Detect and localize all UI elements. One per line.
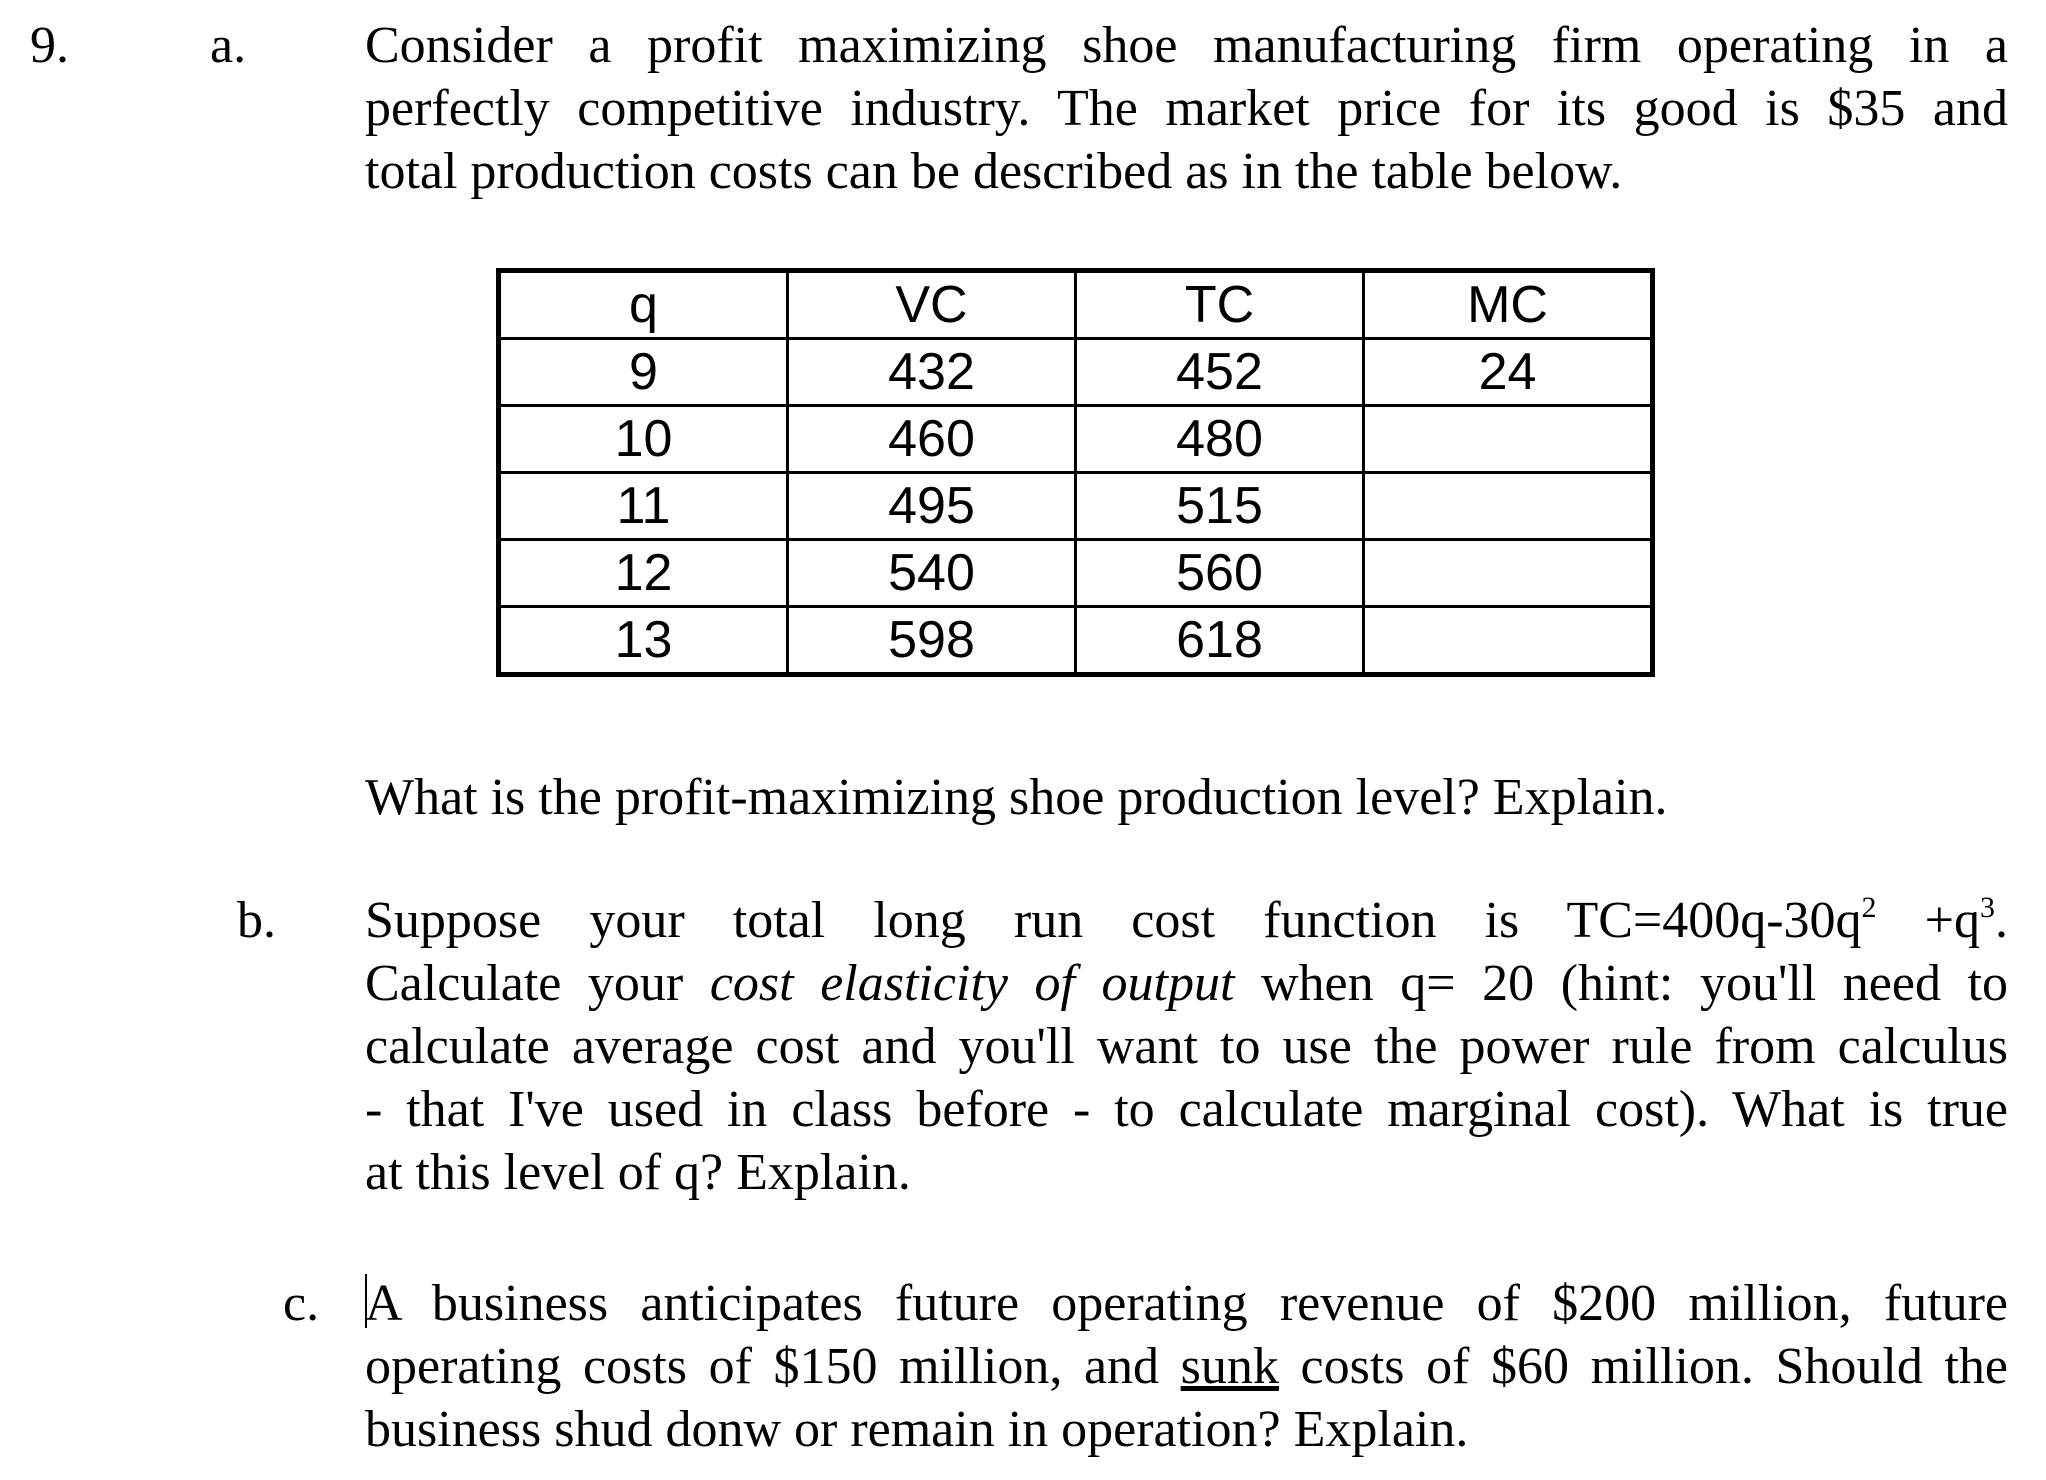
part-a-line-3: total production costs can be described as in the table below.: [365, 143, 1623, 200]
table-cell: 24: [1364, 339, 1653, 406]
part-b-line-2-post: when q= 20 (hint: you'll need to: [1234, 955, 2008, 1012]
table-cell: 560: [1076, 540, 1364, 607]
part-c-line-2-pre: operating costs of $150 million, and: [365, 1338, 1181, 1395]
header-mc: MC: [1364, 271, 1653, 339]
table-header-row: [499, 271, 1653, 339]
part-a-question-text: What is the profit-maximizing shoe production level? Explain.: [365, 769, 1668, 826]
part-a-line-2: perfectly competitive industry. The market price for its good is $35 and: [365, 80, 2008, 137]
table-cell: 598: [788, 607, 1076, 675]
part-c-line-1: [365, 1272, 2008, 1335]
table-row: [499, 540, 1653, 607]
table-cell: 460: [788, 406, 1076, 473]
part-b-text: [365, 889, 2008, 1204]
table-cell: 12: [499, 540, 788, 607]
cost-table: [496, 268, 1655, 677]
table-cell: 10: [499, 406, 788, 473]
part-c-line-3: business shud donw or remain in operation? Explain.: [365, 1401, 1469, 1458]
table-row: [499, 406, 1653, 473]
table-cell: [1364, 607, 1653, 675]
part-c-label: c.: [283, 1275, 320, 1332]
table-cell: 540: [788, 540, 1076, 607]
table-cell: 515: [1076, 473, 1364, 540]
header-tc: TC: [1076, 271, 1364, 339]
table-cell: 495: [788, 473, 1076, 540]
part-a-question: [365, 766, 2008, 829]
part-c-line-2: [365, 1335, 2008, 1398]
part-b-line-2-pre: Calculate your: [365, 955, 710, 1012]
table-row: [499, 473, 1653, 540]
header-q: q: [499, 271, 788, 339]
part-a-label: a.: [210, 17, 247, 74]
part-b-line-1-text: Suppose your total long run cost function is TC=400q-30q: [365, 892, 1862, 949]
part-b-line-4: - that I've used in class before - to calculate marginal cost). What is true: [365, 1081, 2008, 1138]
part-b-exponent-3: 3: [1980, 891, 1995, 924]
part-c-text: [365, 1272, 2008, 1461]
table-cell: 618: [1076, 607, 1364, 675]
part-c-underlined-word: sunk: [1180, 1338, 1279, 1395]
table-cell: [1364, 473, 1653, 540]
part-b-line-2: [365, 952, 2008, 1015]
header-vc: VC: [788, 271, 1076, 339]
cost-table-container: [496, 268, 1655, 677]
table-row: [499, 339, 1653, 406]
table-cell: [1364, 406, 1653, 473]
part-a-intro: [365, 14, 2008, 203]
part-c-line-2-post: costs of $60 million. Should the: [1278, 1338, 2008, 1395]
question-number: 9.: [30, 17, 69, 74]
part-b-line-1-end: .: [1995, 892, 2008, 949]
part-b-exponent-2: 2: [1861, 891, 1877, 924]
table-cell: 9: [499, 339, 788, 406]
part-b-italic-term: cost elasticity of output: [709, 955, 1235, 1012]
table-cell: 480: [1076, 406, 1364, 473]
table-cell: 452: [1076, 339, 1364, 406]
table-cell: 432: [788, 339, 1076, 406]
table-row: [499, 607, 1653, 675]
part-a-line-1: Consider a profit maximizing shoe manufacturing firm operating in a: [365, 17, 2008, 74]
table-cell: 11: [499, 473, 788, 540]
part-c-line-1-text: A business anticipates future operating revenue of $200 million, future: [365, 1275, 2008, 1332]
part-b-line-1-mid: +q: [1876, 892, 1980, 949]
part-b-label: b.: [237, 892, 276, 949]
table-cell: 13: [499, 607, 788, 675]
part-b-line-5: at this level of q? Explain.: [365, 1144, 911, 1201]
part-b-line-1: [365, 889, 2008, 952]
table-cell: [1364, 540, 1653, 607]
part-b-line-3: calculate average cost and you'll want to use the power rule from calculus: [365, 1018, 2008, 1075]
